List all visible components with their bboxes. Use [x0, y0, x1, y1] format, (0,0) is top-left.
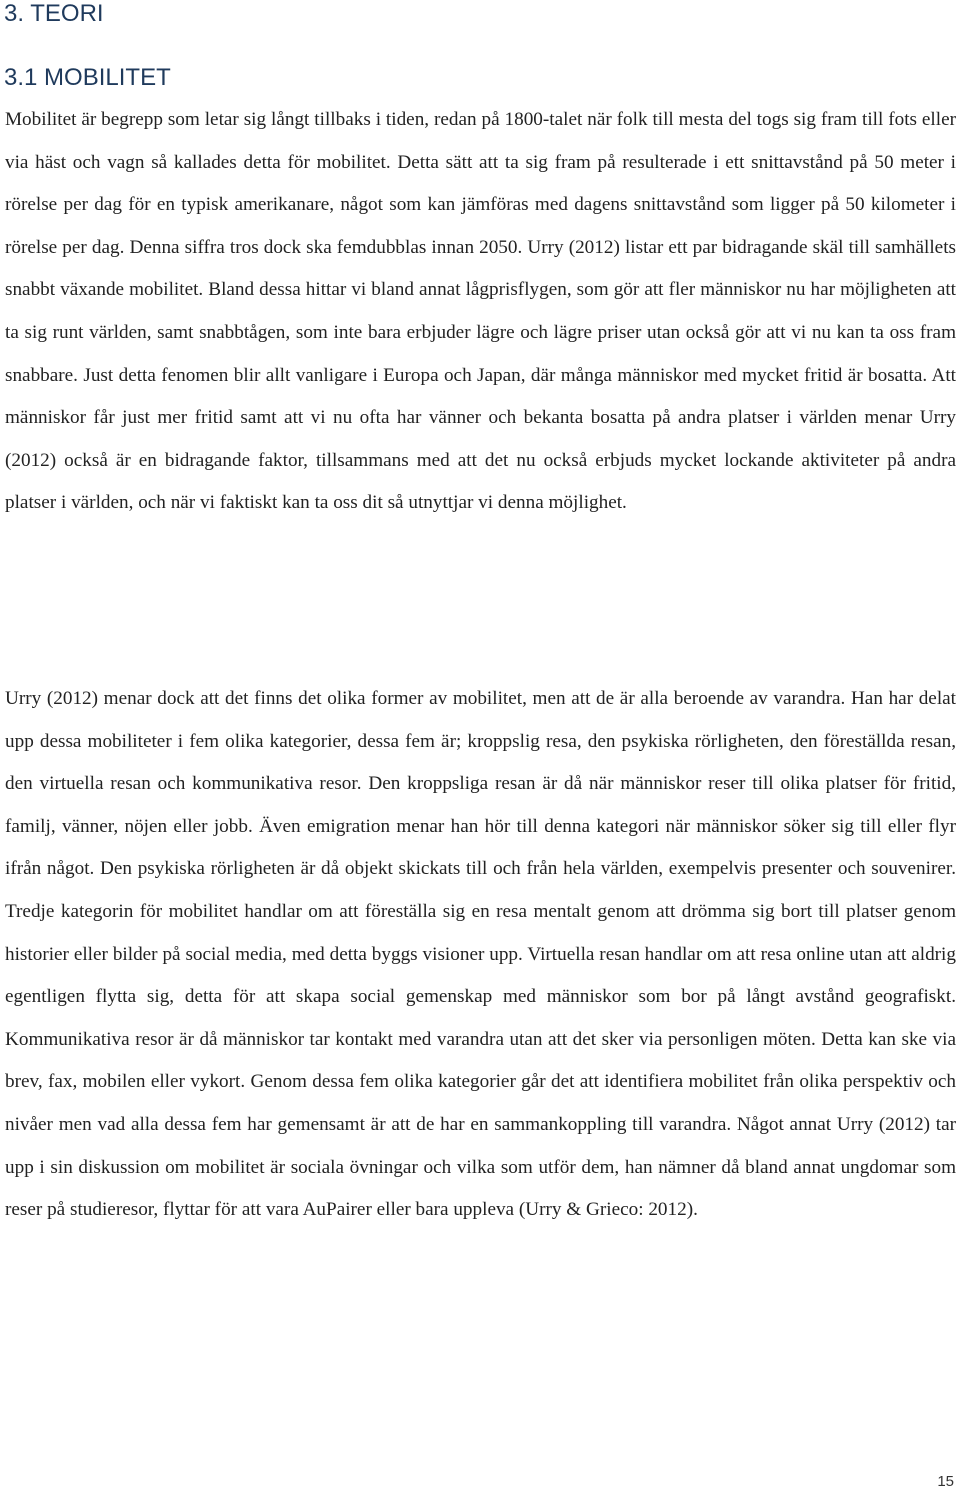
page-number: 15: [937, 1473, 954, 1490]
body-paragraph: [5, 678, 956, 1232]
section-heading: [4, 64, 171, 92]
section-number: 3.1: [4, 64, 38, 91]
paragraph-run: Detta sätt att ta sig fram på resulterade i ett snittavstånd på 50 meter i rörelse per dag för en typisk amerikanare, något som kan jämföras med dagens snittavstånd som ligger på 50 kilometer i rörelse per dag.: [5, 151, 956, 258]
body-paragraph: [5, 99, 956, 525]
chapter-heading: [4, 0, 104, 28]
chapter-title-rest: EORI: [44, 0, 104, 27]
paragraph-run: Mobilitet är begrepp som letar sig långt tillbaks i tiden, redan på 1800-talet när folk till mesta del togs sig fram till fots eller via häst och vagn så kallades detta för mobilitet.: [5, 109, 956, 173]
chapter-number: 3.: [4, 0, 25, 27]
chapter-title: [30, 0, 103, 27]
paragraph-run: Denna siffra tros dock ska femdubblas innan 2050. Urry (2012) listar ett par bidragande skäl till samhällets snabbt växande mobilitet.: [5, 236, 956, 301]
paragraph-run: Bland dessa hittar vi bland annat lågprisflygen, som gör att fler människor nu har möjligheten att ta sig runt världen, samt snabbtågen, som inte bara erbjuder lägre och lägre priser utan också gör att vi nu kan ta oss fram snabbare. Just detta fenomen blir allt vanligare i Europa och Japan, där många människor med mycket fritid är bosatta. Att människor får just mer fritid samt att vi nu ofta har vänner och bekanta bosatta på andra platser i världen menar Urry (2012) också är en bidragande faktor, tillsammans med att det nu också erbjuds mycket lockande aktiviteter på andra platser i världen, och när vi faktiskt kan ta oss dit så utnyttjar vi denna möjlighet.: [5, 279, 956, 514]
section-title: [44, 64, 171, 91]
paragraph-run: Urry (2012) menar dock att det finns det olika former av mobilitet, men att de är alla beroende av varandra. Han har delat upp dessa mobiliteter i fem olika kategorier, dessa fem är; kroppslig resa, den psykiska rörligheten, den föreställda resan, den virtuella resan och kommunikativa resor. Den kroppsliga resan är då när människor reser till olika platser för fritid, familj, vänner, nöjen eller jobb. Även emigration menar han hör till denna kategori när människor söker sig till eller flyr ifrån något. Den psykiska rörligheten är då objekt skickats till och från hela världen, exempelvis presenter och souvenirer. Tredje kategorin för mobilitet handlar om att föreställa sig en resa mentalt genom att drömma sig bort till platser genom historier eller bilder på social media, med detta byggs visioner upp. Virtuella resan handlar om att resa online utan att aldrig egentligen flytta sig, detta för att skapa social gemenskap med människor som bor på långt avstånd geografiskt. Kommunikativa resor är då människor tar kontakt med varandra utan att det sker via personligen möten. Detta kan ske via brev, fax, mobilen eller vykort. Genom dessa fem olika kategorier går det att identifiera mobilitet från olika perspektiv och nivåer men vad alla dessa fem har gemensamt är att de har en sammankoppling till varandra. Något annat Urry (2012) tar upp i sin diskussion om mobilitet är sociala övningar och vilka som utför dem, han nämner då bland annat ungdomar som reser på studieresor, flyttar för att vara AuPairer eller bara uppleva (Urry & Grieco: 2012).: [5, 688, 956, 1221]
chapter-title-initial: T: [30, 0, 45, 27]
section-title-initial: M: [44, 64, 65, 91]
section-title-rest: OBILITET: [64, 64, 171, 91]
